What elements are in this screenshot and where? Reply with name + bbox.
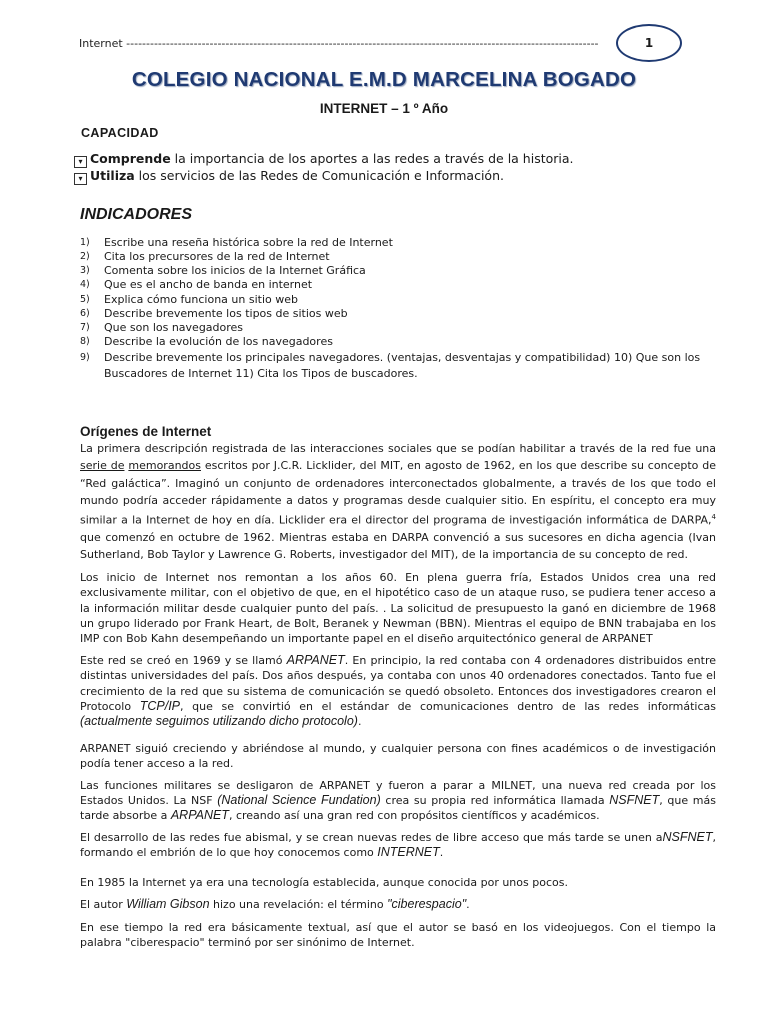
page-number: 1 (644, 36, 654, 50)
document-subtitle: INTERNET – 1 º Año (319, 101, 449, 116)
capacidad-label: CAPACIDAD (81, 126, 159, 140)
capacidad-verb: Comprende (90, 151, 171, 166)
checkbox-icon: ▾ (74, 173, 87, 185)
paragraph-milnet: Las funciones militares se desligaron de ARPANET y fueron a parar a MILNET, una nueva red creada por los Estados Unidos. La NSF (National Science Fundation) crea su propia red informática llamada NSFNET, que más tarde absorbe a ARPANET, creando así una gran red con propósitos científicos y académicos. (80, 779, 716, 822)
paragraph-licklider: La primera descripción registrada de las interacciones sociales que se podían habilitar a través de la red fue una serie de memorandos escritos por J.C.R. Licklider, del MIT, en agosto de 1962, en los que describe su concepto de “Red galáctica”. Imaginó un conjunto de ordenadores interconectados globalmente, a través de los que todo el mundo podría acceder rápidamente a datos y programas desde cualquier sitio. En espíritu, el concepto era muy similar a la Internet de hoy en día. Licklider era el director del programa de investigación informática de DARPA,$^4$ que comenzó en octubre de 1962. Mientras estaba en DARPA convenció a sus sucesores en dicha agencia (Ivan Sutherland, Bob Taylor y Lawrence G. Roberts, investigador del MIT), de la importancia de su concepto de red. (80, 442, 717, 562)
paragraph-nsfnet: El desarrollo de las redes fue abismal, y se crean nuevas redes de libre acceso que más tarde se unen aNSFNET, formando el embrión de lo que hoy conocemos como INTERNET. (80, 830, 716, 859)
paragraph-inicios: Los inicio de Internet nos remontan a los años 60. En plena guerra fría, Estados Unidos crea una red exclusivamente militar, con el objetivo de que, en el hipotético caso de un ataque ruso, se pudiera tener acceso a la información militar desde cualquier punto del país. . La solicitud de presupuesto la ganó en diciembre de 1968 un grupo liderado por Frank Heart, de Bolt, Beranek y Newman (BBN). Mientras el equipo de BNN trabajaba en los IMP con Bob Kahn desempeñando un importante papel en el diseño arquitectónico general de ARPANET (80, 571, 716, 646)
page-number-badge (616, 24, 682, 62)
capacidad-item (74, 151, 574, 168)
running-header: Internet ----------------------------------------------------------------------------------------------------------------------- (79, 37, 599, 50)
indicador-item: 6) Describe brevemente los tipos de sitios web (80, 307, 348, 320)
link-serie-de[interactable]: serie de (80, 459, 125, 473)
indicador-item: 8) Describe la evolución de los navegadores (80, 335, 333, 348)
capacidad-text: los servicios de las Redes de Comunicación e Información. (134, 168, 504, 183)
indicador-item: 4) Que es el ancho de banda en internet (80, 278, 313, 291)
paragraph-ciberespacio: En ese tiempo la red era básicamente textual, así que el autor se basó en los videojuegos. Con el tiempo la palabra "ciberespacio" terminó por ser sinónimo de Internet. (80, 921, 716, 949)
footnote-ref[interactable]: 4 (711, 513, 716, 522)
paragraph-gibson: El autor William Gibson hizo una revelación: el término "ciberespacio". (80, 897, 470, 911)
indicador-item: 3) Comenta sobre los inicios de la Internet Gráfica (80, 264, 366, 277)
capacidad-item (74, 168, 504, 185)
capacidad-verb: Utiliza (90, 168, 135, 183)
paragraph-arpanet: Este red se creó en 1969 y se llamó ARPANET. En principio, la red contaba con 4 ordenadores distribuidos entre distintas universidades del país. Dos años después, ya contaba con unos 40 ordenadores conectados. Tanto fue el crecimiento de la red que su sistema de comunicación se quedó obsoleto. Entonces dos investigadores crearon el Protocolo TCP/IP, que se convirtió en el estándar de comunicaciones dentro de las redes informáticas (actualmente seguimos utilizando dicho protocolo). (80, 653, 716, 729)
indicador-item: 7) Que son los navegadores (80, 321, 244, 334)
indicador-item: 2) Cita los precursores de la red de Internet (80, 250, 330, 263)
indicador-item: 9) Describe brevemente los principales navegadores. (ventajas, desventajas y compatibilidad) 10) Que son los Buscadores de Internet 11) Cita los Tipos de buscadores. (80, 351, 701, 380)
checkbox-icon: ▾ (74, 156, 87, 168)
paragraph-1985: En 1985 la Internet ya era una tecnología establecida, aunque conocida por unos pocos. (80, 876, 568, 889)
indicador-item: 1) Escribe una reseña histórica sobre la red de Internet (80, 236, 393, 249)
indicador-item: 5) Explica cómo funciona un sitio web (80, 293, 298, 306)
school-title: COLEGIO NACIONAL E.M.D MARCELINA BOGADO (131, 68, 637, 91)
paragraph-crecimiento: ARPANET siguió creciendo y abriéndose al mundo, y cualquier persona con fines académicos o de investigación podía tener acceso a la red. (80, 742, 716, 770)
section-heading: Orígenes de Internet (80, 424, 212, 439)
indicadores-title: INDICADORES (80, 206, 193, 223)
link-memorandos[interactable]: memorandos (128, 459, 201, 473)
capacidad-text: la importancia de los aportes a las redes a través de la historia. (170, 151, 574, 166)
